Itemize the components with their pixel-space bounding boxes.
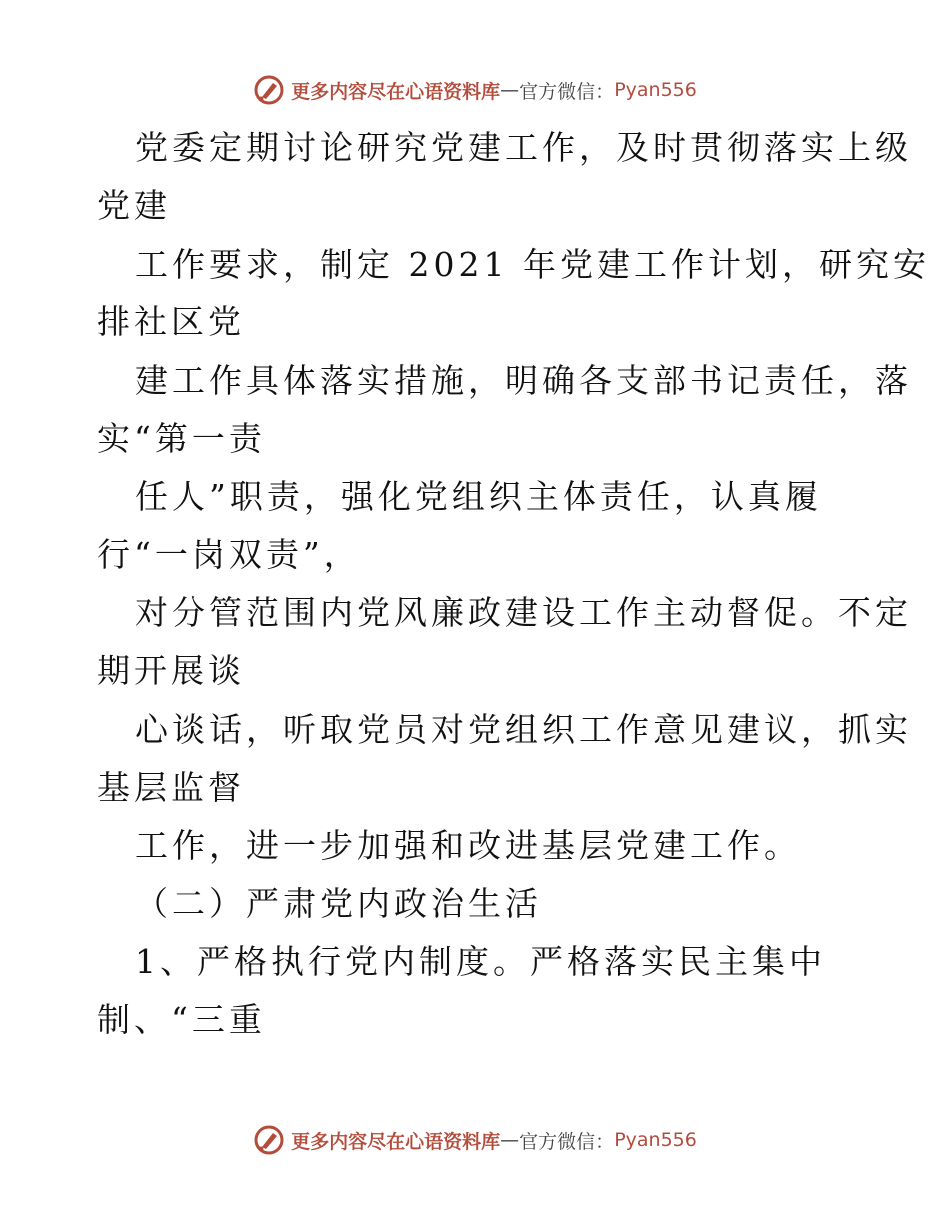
banner-separator: — — [500, 79, 520, 101]
text-line: 期开展谈 — [97, 651, 245, 690]
banner-title: 更多内容尽在心语资料库 — [291, 80, 501, 103]
pen-nib-seal-icon — [253, 1124, 285, 1156]
footer-watermark-banner — [0, 1120, 950, 1160]
banner-separator: — — [500, 1129, 520, 1151]
text-line: 工作，进一步加强和改进基层党建工作。 — [135, 826, 801, 865]
text-line: 心谈话，听取党员对党组织工作意见建议，抓实 — [135, 710, 912, 749]
banner-wechat-label: 官方微信： — [519, 1130, 615, 1153]
text-line: 实“第一责 — [97, 419, 266, 458]
banner-wechat-id: Pyan556 — [614, 79, 697, 101]
text-line: 基层监督 — [97, 768, 245, 807]
text-line: 党委定期讨论研究党建工作，及时贯彻落实上级 — [135, 128, 912, 167]
text-line: 工作要求，制定 2021 年党建工作计划，研究安 — [135, 245, 930, 284]
text-line: 党建 — [97, 186, 171, 225]
banner-wechat-label: 官方微信： — [519, 80, 615, 103]
text-line: 排社区党 — [97, 302, 245, 341]
text-line: 1、严格执行党内制度。严格落实民主集中 — [135, 942, 826, 981]
text-line: 行“一岗双责”， — [97, 535, 361, 574]
text-line: 建工作具体落实措施，明确各支部书记责任，落 — [135, 361, 912, 400]
text-line: 制、“三重 — [97, 1000, 266, 1039]
banner-title: 更多内容尽在心语资料库 — [291, 1130, 501, 1153]
text-line: 任人”职责，强化党组织主体责任，认真履 — [135, 477, 822, 516]
section-heading: （二）严肃党内政治生活 — [135, 884, 542, 923]
banner-wechat-id: Pyan556 — [614, 1129, 697, 1151]
text-line: 对分管范围内党风廉政建设工作主动督促。不定 — [135, 593, 912, 632]
